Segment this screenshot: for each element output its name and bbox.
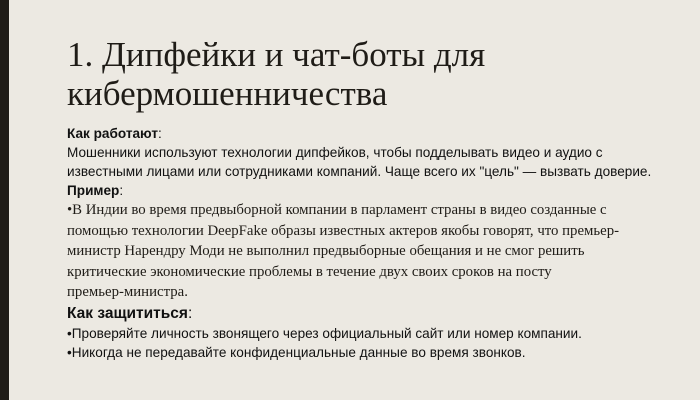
how-it-works-heading [67,124,687,143]
how-it-works-heading-colon: : [157,126,162,141]
example-heading-colon: : [119,183,124,198]
example-line-2: помощью технологии DeepFake образы известных актеров якобы говорят, что премьер- [67,222,620,239]
slide-title [67,35,667,113]
example-heading-label: Пример [67,183,120,198]
slide-body [67,124,687,362]
protect-tip-2: •Никогда не передавайте конфиденциальные данные во время звонков. [67,344,526,360]
protect-tip-1: •Проверяйте личность звонящего через официальный сайт или номер компании. [67,325,582,341]
how-it-works-line-1: Мошенники используют технологии дипфейков, чтобы подделывать видео и аудио с [67,145,603,160]
how-to-protect-heading-colon: : [187,304,193,322]
left-accent-bar [0,0,9,400]
how-to-protect-heading [67,303,687,324]
example-line-3: министр Нарендру Моди не выполнил предвыборные обещания и не смог решить [67,243,585,260]
how-to-protect-heading-label: Как защититься [67,304,188,322]
how-it-works-heading-label: Как работают [67,126,158,141]
example-line-4: критические экономические проблемы в течение двух своих сроков на посту [67,263,552,280]
example-line-5: премьер-министра. [67,284,188,301]
slide-title-line-2: кибермошенничества [67,74,388,113]
slide-title-line-1: 1. Дипфейки и чат-боты для [67,35,486,74]
how-it-works-line-2: известными лицами или сотрудниками компаний. Чаще всего их "цель" — вызвать доверие. [67,164,652,179]
example-heading [67,181,687,200]
example-line-1: •В Индии во время предвыборной компании в парламент страны в видео созданные с [67,202,607,218]
